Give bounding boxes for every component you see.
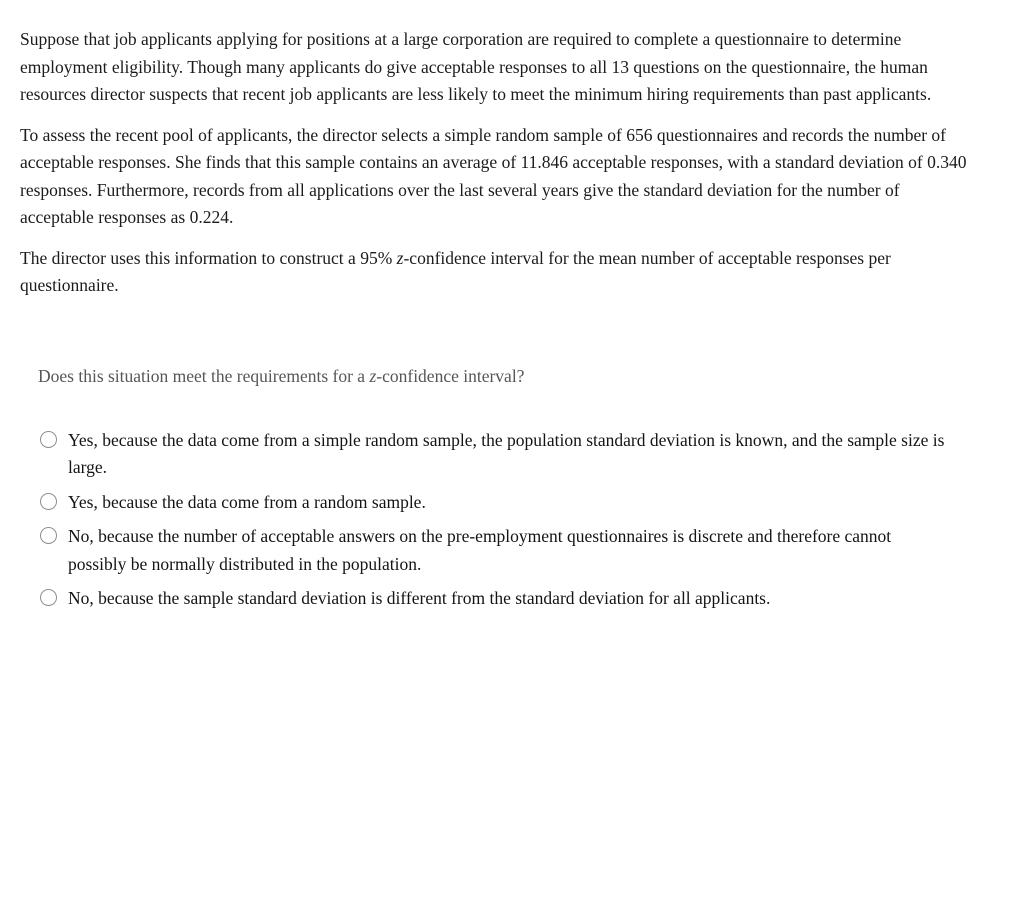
option-label-1: Yes, because the data come from a simple random sample, the population standard deviation is known, and the sample size is large.: [68, 429, 945, 477]
radio-button-icon[interactable]: [40, 527, 57, 544]
problem-paragraph-2: To assess the recent pool of applicants, the director selects a simple random sample of 656 questionnaires and records the number of acceptable responses. She finds that this sample contains an average of 11.846 acceptable responses, with a standard deviation of 0.340 responses. Furthermore, records from all applications over the last several years give the standard deviation for the number of acceptable responses as 0.224.: [20, 124, 967, 227]
answer-options: [40, 427, 1004, 613]
option-label-2: Yes, because the data come from a random sample.: [68, 491, 426, 512]
paragraph-3-prefix: The director uses this information to construct a 95%: [20, 247, 397, 268]
problem-statement: [20, 26, 1004, 300]
radio-button-icon[interactable]: [40, 493, 57, 510]
problem-paragraph-3: [20, 245, 968, 300]
question-prefix: Does this situation meet the requirements for a: [38, 365, 370, 386]
question-z-symbol: z: [369, 365, 377, 386]
option-label-3: No, because the number of acceptable answers on the pre-employment questionnaires is discrete and therefore cannot possibly be normally distributed in the population.: [68, 526, 892, 574]
answer-option-4[interactable]: [40, 585, 1004, 613]
question-suffix: -confidence interval?: [376, 365, 525, 386]
question-text: [38, 363, 1004, 390]
radio-button-icon[interactable]: [40, 589, 57, 606]
option-label-4: No, because the sample standard deviation is different from the standard deviation for all applicants.: [68, 588, 771, 608]
answer-option-2[interactable]: [40, 489, 1004, 517]
problem-paragraph-1: Suppose that job applicants applying for positions at a large corporation are required to complete a questionnaire to determine employment eligibility. Though many applicants do give acceptable responses to all 13 questions on the questionnaire, the human resources director suspects that recent job applicants are less likely to meet the minimum hiring requirements than past applicants.: [20, 29, 932, 104]
answer-option-3[interactable]: [40, 523, 1004, 578]
paragraph-3-z-symbol: z: [396, 247, 404, 268]
answer-option-1[interactable]: [40, 427, 1004, 482]
radio-button-icon[interactable]: [40, 431, 57, 448]
paragraph-3-suffix: -confidence interval for the mean number of acceptable responses per questionnaire.: [20, 247, 891, 295]
